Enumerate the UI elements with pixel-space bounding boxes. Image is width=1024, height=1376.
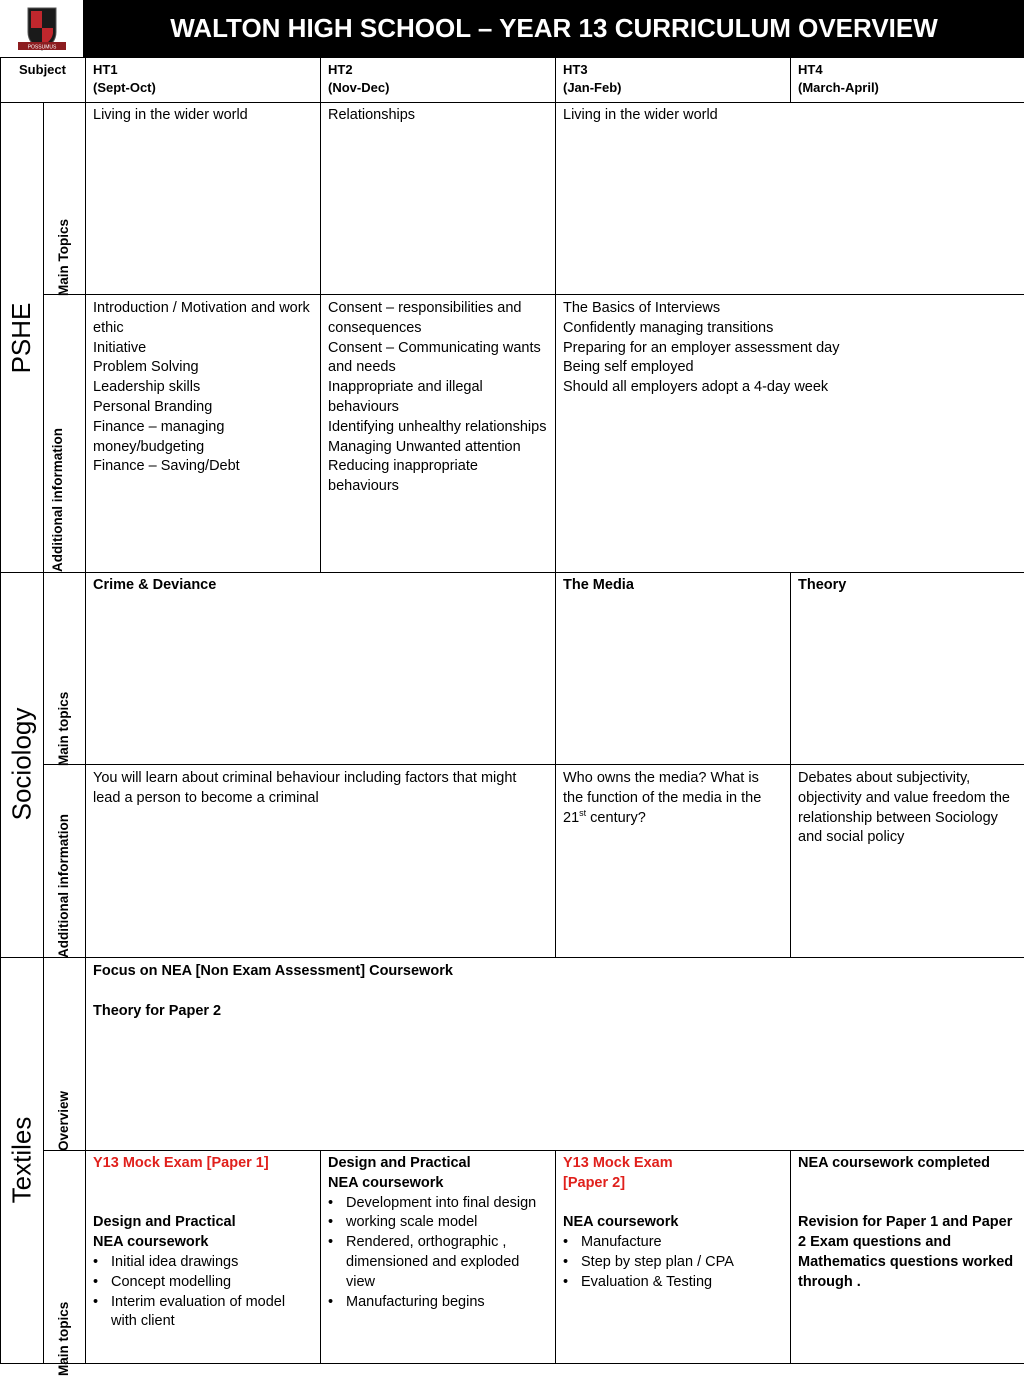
mock-exam-label: Y13 Mock Exam xyxy=(563,1155,673,1171)
bullet-list xyxy=(93,1253,312,1332)
list-item: Should all employers adopt a 4-day week xyxy=(563,379,829,396)
subject-label-sociology: Sociology xyxy=(6,707,37,821)
sociology-additional-ht3 xyxy=(555,769,790,828)
textiles-ht2 xyxy=(320,1154,555,1312)
term-header-ht1 xyxy=(93,61,313,97)
grid-line xyxy=(0,57,1024,58)
list-item: Identifying unhealthy relationships xyxy=(328,418,547,435)
list-item: Leadership skills xyxy=(93,379,201,396)
cell-line: Revision for Paper 1 and Paper 2 Exam questions and Mathematics questions worked through . xyxy=(798,1214,1014,1290)
cell-heading: NEA coursework xyxy=(93,1234,209,1251)
cell-heading: NEA coursework xyxy=(563,1214,679,1231)
logo-banner-text: POSSUMUS xyxy=(27,44,57,51)
grid-line xyxy=(0,957,1024,958)
textiles-ht4 xyxy=(790,1154,1024,1293)
text-fragment: Who owns the media? What is the function of the media in the 21 xyxy=(563,770,762,826)
pshe-main-ht1: Living in the wider world xyxy=(93,107,248,123)
term-name: HT4 xyxy=(798,62,823,77)
term-months: (Sept-Oct) xyxy=(93,80,156,95)
term-months: (Nov-Dec) xyxy=(328,80,390,95)
grid-line xyxy=(43,294,1024,295)
mock-exam-paper: [Paper 2] xyxy=(563,1174,626,1191)
pshe-main-ht3-4: Living in the wider world xyxy=(563,107,718,123)
list-item: Inappropriate and illegal behaviours xyxy=(328,379,483,415)
superscript: st xyxy=(579,807,587,818)
textiles-overview xyxy=(85,962,1024,1021)
row-label-main-topics: Main topics xyxy=(56,1301,71,1376)
list-item: Confidently managing transitions xyxy=(563,319,774,336)
grid-line xyxy=(555,572,556,957)
row-label-overview: Overview xyxy=(56,1090,71,1151)
list-item: • Initial idea drawings xyxy=(111,1253,312,1273)
grid-line xyxy=(43,102,44,1364)
row-label-main-topics: Main Topics xyxy=(56,218,71,296)
sociology-main-ht1-2: Crime & Deviance xyxy=(93,577,217,593)
list-item: Managing Unwanted attention xyxy=(328,438,521,455)
spacer xyxy=(93,982,1016,1002)
term-header-ht3 xyxy=(563,61,783,97)
term-name: HT3 xyxy=(563,62,588,77)
list-item: Problem Solving xyxy=(93,359,199,376)
term-header-ht4 xyxy=(798,61,1018,97)
sociology-main-ht3: The Media xyxy=(563,577,634,593)
list-item: Being self employed xyxy=(563,359,694,376)
grid-line xyxy=(320,57,321,102)
row-label-additional-info: Additional information xyxy=(56,814,71,958)
row-label-additional-info: Additional information xyxy=(50,428,65,572)
list-item: • Rendered, orthographic , dimensioned and exploded view xyxy=(346,1233,547,1292)
mock-exam-label: Y13 Mock Exam [Paper 1] xyxy=(93,1155,269,1171)
term-name: HT2 xyxy=(328,62,353,77)
term-months: (March-April) xyxy=(798,80,879,95)
list-item: Consent – Communicating wants and needs xyxy=(328,339,541,376)
row-label-main-topics: Main topics xyxy=(56,691,71,766)
grid-line xyxy=(43,1150,1024,1151)
grid-line xyxy=(0,1363,1024,1364)
pshe-additional-ht2 xyxy=(320,299,555,497)
overview-line: Theory for Paper 2 xyxy=(93,1002,222,1019)
list-item: • Manufacture xyxy=(581,1233,782,1253)
list-item: • Concept modelling xyxy=(111,1273,312,1293)
grid-line xyxy=(0,57,1,1364)
grid-line xyxy=(790,57,791,102)
term-name: HT1 xyxy=(93,62,118,77)
text-fragment: century? xyxy=(586,809,646,826)
grid-line xyxy=(0,102,1024,103)
list-item: • Evaluation & Testing xyxy=(581,1273,782,1293)
term-months: (Jan-Feb) xyxy=(563,80,622,95)
pshe-additional-ht3-4 xyxy=(555,299,1024,398)
sociology-additional-ht1-2: You will learn about criminal behaviour including factors that might lead a person to become a criminal xyxy=(93,770,517,806)
grid-line xyxy=(0,572,1024,573)
bullet-list xyxy=(563,1233,782,1292)
cell-heading: NEA coursework xyxy=(328,1174,444,1191)
subject-label-pshe: PSHE xyxy=(6,302,36,374)
list-item: • Manufacturing begins xyxy=(346,1293,547,1313)
list-item: • Development into final design xyxy=(346,1194,547,1214)
subject-label-textiles: Textiles xyxy=(6,1116,37,1204)
overview-line: Focus on NEA [Non Exam Assessment] Coursework xyxy=(93,963,453,979)
spacer xyxy=(798,1174,1016,1214)
subject-header: Subject xyxy=(19,62,66,77)
list-item: Reducing inappropriate behaviours xyxy=(328,458,478,495)
spacer xyxy=(93,1174,312,1214)
list-item: Introduction / Motivation and work ethic xyxy=(93,300,310,336)
cell-heading: Design and Practical xyxy=(328,1155,471,1171)
spacer xyxy=(563,1194,782,1214)
list-item: Consent – responsibilities and consequences xyxy=(328,300,522,336)
list-item: • Step by step plan / CPA xyxy=(581,1253,782,1273)
list-item: • Interim evaluation of model with client xyxy=(111,1293,312,1333)
page-title: WALTON HIGH SCHOOL – YEAR 13 CURRICULUM OVERVIEW xyxy=(84,0,1024,57)
list-item: Initiative xyxy=(93,339,147,356)
list-item: Finance – managing money/budgeting xyxy=(93,418,225,455)
list-item: The Basics of Interviews xyxy=(563,300,721,316)
cell-line: NEA coursework completed xyxy=(798,1155,991,1171)
term-header-ht2 xyxy=(328,61,548,97)
pshe-additional-ht1 xyxy=(85,299,320,477)
list-item: • working scale model xyxy=(346,1213,547,1233)
list-item: Preparing for an employer assessment day xyxy=(563,339,840,356)
grid-line xyxy=(790,572,791,957)
list-item: Finance – Saving/Debt xyxy=(93,458,240,475)
pshe-main-ht2: Relationships xyxy=(328,107,416,123)
list-item: Personal Branding xyxy=(93,398,213,415)
school-logo xyxy=(0,0,84,57)
bullet-list xyxy=(328,1194,547,1313)
textiles-ht3 xyxy=(555,1154,790,1293)
sociology-additional-ht4: Debates about subjectivity, objectivity and value freedom the relationship between Sociology and social policy xyxy=(798,770,1010,846)
textiles-ht1 xyxy=(85,1154,320,1332)
grid-line xyxy=(43,764,1024,765)
sociology-main-ht4: Theory xyxy=(798,577,847,593)
cell-heading: Design and Practical xyxy=(93,1214,236,1231)
school-crest-icon xyxy=(0,0,84,57)
